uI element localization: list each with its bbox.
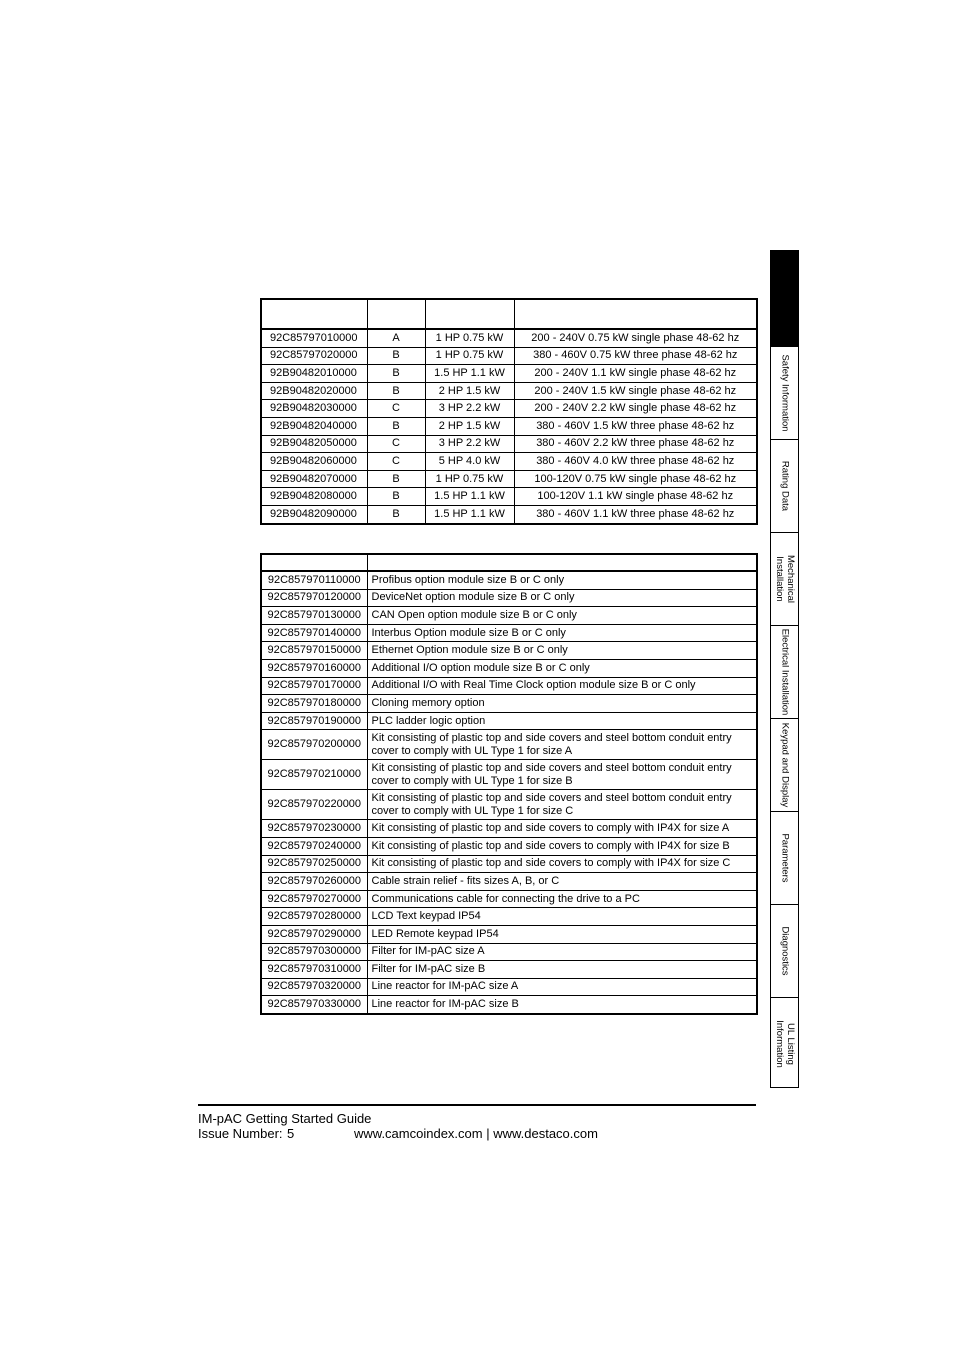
header-cell (514, 299, 757, 329)
table-row (261, 607, 757, 625)
part-number-cell: 92C857970300000 (261, 943, 367, 961)
description-cell: Profibus option module size B or C only (367, 571, 757, 589)
part-number-cell: 92C857970310000 (261, 961, 367, 979)
part-number-cell: 92C857970150000 (261, 642, 367, 660)
description-cell: 380 - 460V 1.1 kW three phase 48-62 hz (514, 505, 757, 523)
part-number-cell: 92C857970330000 (261, 996, 367, 1014)
description-cell: PLC ladder logic option (367, 712, 757, 730)
description-cell: Interbus Option module size B or C only (367, 624, 757, 642)
description-cell: LCD Text keypad IP54 (367, 908, 757, 926)
section-tab (771, 811, 798, 904)
table-row (261, 365, 757, 383)
header-cell (367, 299, 425, 329)
rating-cell: 2 HP 1.5 kW (425, 417, 514, 435)
table-row (261, 820, 757, 838)
description-cell: 380 - 460V 0.75 kW three phase 48-62 hz (514, 347, 757, 365)
description-cell: Kit consisting of plastic top and side covers and steel bottom conduit entry cover to comply with UL Type 1 for size B (367, 760, 757, 790)
description-cell: Kit consisting of plastic top and side covers and steel bottom conduit entry cover to comply with UL Type 1 for size A (367, 730, 757, 760)
table-row (261, 435, 757, 453)
part-number-cell: 92C857970260000 (261, 873, 367, 891)
frame-size-cell: A (367, 329, 425, 347)
header-cell (261, 299, 367, 329)
section-tab-label: Electrical Installation (779, 628, 790, 716)
part-number-cell: 92C857970220000 (261, 790, 367, 820)
part-number-cell: 92B90482090000 (261, 505, 367, 523)
description-cell: Additional I/O option module size B or C only (367, 659, 757, 677)
description-cell: 380 - 460V 2.2 kW three phase 48-62 hz (514, 435, 757, 453)
footer-guide-title: IM-pAC Getting Started Guide (198, 1111, 372, 1126)
description-cell: Kit consisting of plastic top and side covers to comply with IP4X for size B (367, 837, 757, 855)
table-row (261, 400, 757, 418)
table-row (261, 470, 757, 488)
table-row (261, 873, 757, 891)
description-cell: Kit consisting of plastic top and side covers to comply with IP4X for size A (367, 820, 757, 838)
table-row (261, 677, 757, 695)
table-row (261, 790, 757, 820)
header-cell (425, 299, 514, 329)
frame-size-cell: B (367, 488, 425, 506)
table-row (261, 589, 757, 607)
description-cell: 200 - 240V 1.1 kW single phase 48-62 hz (514, 365, 757, 383)
description-cell: Cloning memory option (367, 695, 757, 713)
table-row (261, 837, 757, 855)
part-number-cell: 92C857970230000 (261, 820, 367, 838)
footer-issue-label: Issue Number: (198, 1126, 283, 1141)
part-number-cell: 92C857970240000 (261, 837, 367, 855)
rating-cell: 1 HP 0.75 kW (425, 347, 514, 365)
section-tab-label: Keypad and Display (779, 722, 790, 808)
section-tab (771, 439, 798, 532)
description-cell: LED Remote keypad IP54 (367, 925, 757, 943)
frame-size-cell: B (367, 382, 425, 400)
table-row (261, 329, 757, 347)
part-number-cell: 92C857970290000 (261, 925, 367, 943)
table-row (261, 417, 757, 435)
table-row (261, 488, 757, 506)
description-cell: 380 - 460V 1.5 kW three phase 48-62 hz (514, 417, 757, 435)
table-row (261, 978, 757, 996)
table-row (261, 908, 757, 926)
part-number-cell: 92B90482050000 (261, 435, 367, 453)
description-cell: Kit consisting of plastic top and side covers and steel bottom conduit entry cover to comply with UL Type 1 for size C (367, 790, 757, 820)
frame-size-cell: B (367, 417, 425, 435)
part-number-cell: 92B90482030000 (261, 400, 367, 418)
section-tab-label: Mechanical Installation (773, 554, 796, 604)
section-tab (771, 625, 798, 718)
description-cell: 100-120V 0.75 kW single phase 48-62 hz (514, 470, 757, 488)
table-row (261, 659, 757, 677)
part-number-cell: 92C857970140000 (261, 624, 367, 642)
part-number-cell: 92C857970120000 (261, 589, 367, 607)
part-number-cell: 92C857970130000 (261, 607, 367, 625)
part-number-cell: 92B90482080000 (261, 488, 367, 506)
rating-cell: 3 HP 2.2 kW (425, 400, 514, 418)
description-cell: DeviceNet option module size B or C only (367, 589, 757, 607)
description-cell: Line reactor for IM-pAC size B (367, 996, 757, 1014)
section-tab (771, 904, 798, 997)
table-row (261, 382, 757, 400)
section-tab (771, 532, 798, 625)
table-row (261, 996, 757, 1014)
section-tab (771, 997, 798, 1090)
section-tab-label: Rating Data (779, 460, 790, 512)
frame-size-cell: B (367, 347, 425, 365)
table-row (261, 642, 757, 660)
description-cell: 200 - 240V 1.5 kW single phase 48-62 hz (514, 382, 757, 400)
description-cell: 100-120V 1.1 kW single phase 48-62 hz (514, 488, 757, 506)
part-number-cell: 92B90482040000 (261, 417, 367, 435)
table-row (261, 890, 757, 908)
table-row (261, 571, 757, 589)
part-number-cell: 92B90482020000 (261, 382, 367, 400)
part-number-cell: 92C85797010000 (261, 329, 367, 347)
rating-cell: 1 HP 0.75 kW (425, 329, 514, 347)
description-cell: Ethernet Option module size B or C only (367, 642, 757, 660)
table-header-row (261, 299, 757, 329)
description-cell: Cable strain relief - fits sizes A, B, or C (367, 873, 757, 891)
frame-size-cell: B (367, 505, 425, 523)
part-number-cell: 92C857970320000 (261, 978, 367, 996)
part-number-cell: 92C857970190000 (261, 712, 367, 730)
section-tab-label: Parameters (779, 833, 790, 883)
part-number-cell: 92B90482060000 (261, 453, 367, 471)
rating-cell: 5 HP 4.0 kW (425, 453, 514, 471)
frame-size-cell: B (367, 365, 425, 383)
part-number-cell: 92C857970180000 (261, 695, 367, 713)
section-tab-label: UL Listing Information (773, 1020, 796, 1068)
frame-size-cell: C (367, 400, 425, 418)
table-row (261, 712, 757, 730)
part-number-cell: 92C857970200000 (261, 730, 367, 760)
frame-size-cell: B (367, 470, 425, 488)
table-header-row (261, 554, 757, 571)
table-row (261, 695, 757, 713)
options-part-number-table (260, 553, 758, 1015)
frame-size-cell: C (367, 453, 425, 471)
table-row (261, 730, 757, 760)
description-cell: 200 - 240V 0.75 kW single phase 48-62 hz (514, 329, 757, 347)
table-row (261, 624, 757, 642)
description-cell: Communications cable for connecting the drive to a PC (367, 890, 757, 908)
section-tabs (770, 250, 799, 1088)
table-row (261, 505, 757, 523)
section-tab-label: Safety Information (779, 354, 790, 432)
description-cell: Filter for IM-pAC size B (367, 961, 757, 979)
description-cell: CAN Open option module size B or C only (367, 607, 757, 625)
part-number-cell: 92C857970170000 (261, 677, 367, 695)
part-number-cell: 92C857970160000 (261, 659, 367, 677)
footer-rule (198, 1104, 756, 1106)
footer-websites: www.camcoindex.com | www.destaco.com (354, 1126, 598, 1141)
rating-cell: 2 HP 1.5 kW (425, 382, 514, 400)
table-row (261, 760, 757, 790)
description-cell: Kit consisting of plastic top and side covers to comply with IP4X for size C (367, 855, 757, 873)
section-tab-label: Diagnostics (779, 926, 790, 976)
frame-size-cell: C (367, 435, 425, 453)
rating-cell: 3 HP 2.2 kW (425, 435, 514, 453)
table-row (261, 943, 757, 961)
description-cell: Additional I/O with Real Time Clock option module size B or C only (367, 677, 757, 695)
rating-cell: 1.5 HP 1.1 kW (425, 365, 514, 383)
description-cell: Line reactor for IM-pAC size A (367, 978, 757, 996)
section-tab (771, 718, 798, 811)
table-row (261, 925, 757, 943)
part-number-cell: 92C857970280000 (261, 908, 367, 926)
part-number-cell: 92B90482010000 (261, 365, 367, 383)
rating-cell: 1.5 HP 1.1 kW (425, 505, 514, 523)
part-number-cell: 92C857970250000 (261, 855, 367, 873)
part-number-cell: 92C85797020000 (261, 347, 367, 365)
description-cell: 200 - 240V 2.2 kW single phase 48-62 hz (514, 400, 757, 418)
description-cell: 380 - 460V 4.0 kW three phase 48-62 hz (514, 453, 757, 471)
table-row (261, 347, 757, 365)
part-number-cell: 92C857970270000 (261, 890, 367, 908)
rating-cell: 1 HP 0.75 kW (425, 470, 514, 488)
part-number-cell: 92B90482070000 (261, 470, 367, 488)
part-number-cell: 92C857970110000 (261, 571, 367, 589)
table-row (261, 855, 757, 873)
table-row (261, 961, 757, 979)
header-cell (367, 554, 757, 571)
footer-issue-number: 5 (287, 1126, 295, 1141)
drive-part-number-table (260, 298, 758, 525)
section-tab (771, 346, 798, 439)
part-number-cell: 92C857970210000 (261, 760, 367, 790)
header-cell (261, 554, 367, 571)
table-row (261, 453, 757, 471)
rating-cell: 1.5 HP 1.1 kW (425, 488, 514, 506)
description-cell: Filter for IM-pAC size A (367, 943, 757, 961)
active-section-marker (771, 251, 798, 346)
